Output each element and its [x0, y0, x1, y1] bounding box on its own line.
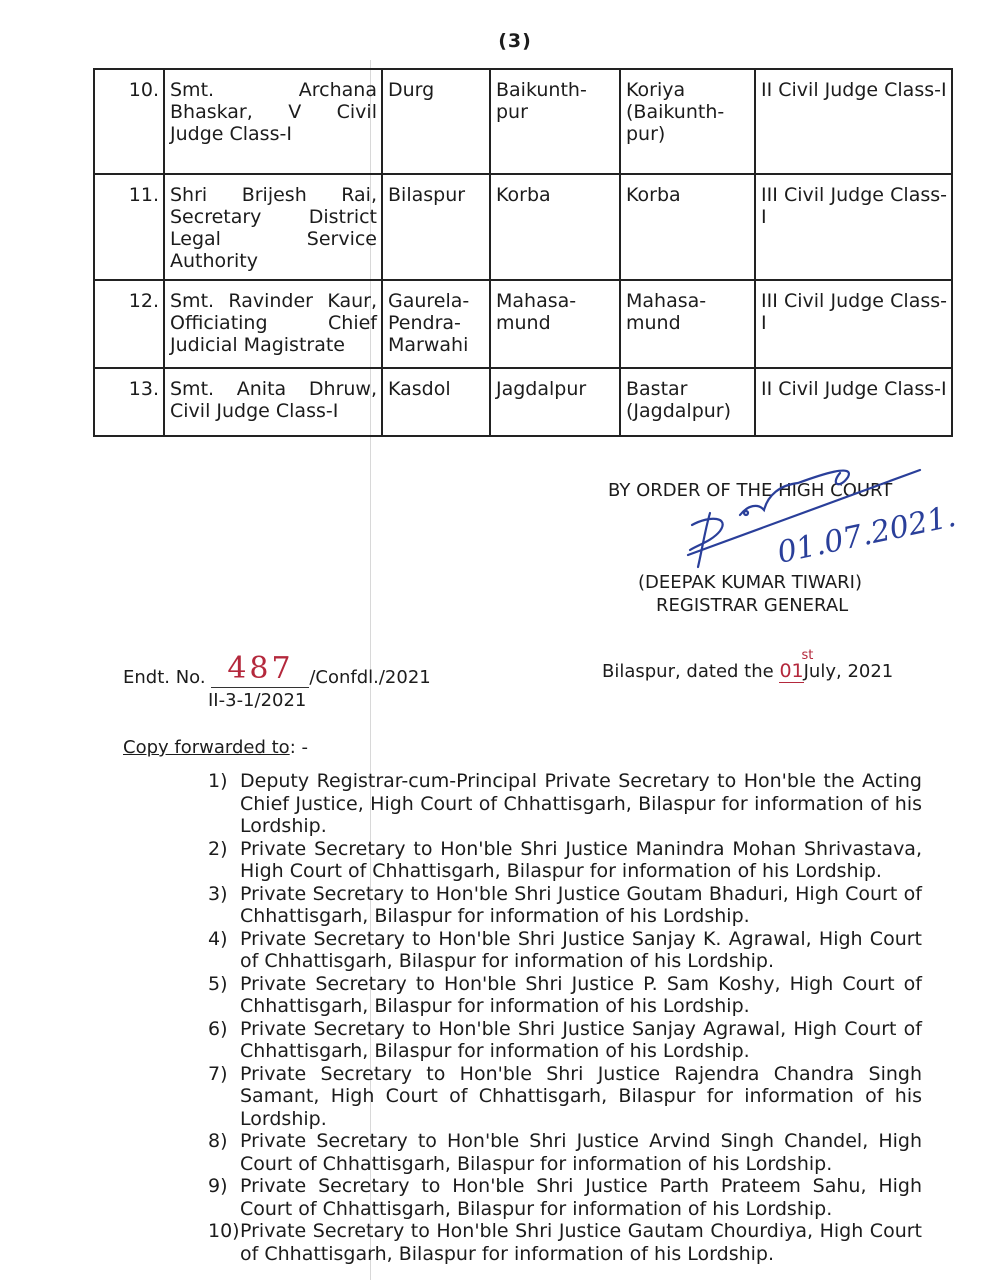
page-number: (3)	[498, 30, 532, 52]
district: Mahasa-mund	[620, 280, 755, 368]
officer-name: Smt. Ravinder Kaur, Officiating Chief Judicial Magistrate	[164, 280, 382, 368]
table-row	[94, 368, 952, 436]
list-item	[208, 928, 922, 973]
list-item	[208, 838, 922, 883]
place-and-date	[602, 648, 894, 683]
post-title: II Civil Judge Class-I	[755, 69, 952, 174]
copy-forwarded-label: Copy forwarded to	[123, 737, 290, 758]
item-number: 4)	[208, 927, 228, 950]
day-suffix: st	[801, 648, 814, 663]
item-number: 10)	[208, 1220, 240, 1242]
district: Koriya (Baikunth-pur)	[620, 69, 755, 174]
endorsement-prefix: Endt. No.	[123, 667, 212, 688]
item-number: 3)	[208, 882, 228, 905]
signature-date: 01.07.2021.	[774, 498, 960, 571]
list-item	[208, 1063, 922, 1131]
posting-table	[93, 68, 953, 437]
item-text: Private Secretary to Hon'ble Shri Justice Arvind Singh Chandel, High Court of Chhattisgarh, Bilaspur for information of his Lordship.	[240, 1130, 922, 1175]
list-item	[208, 973, 922, 1018]
table-row	[94, 280, 952, 368]
recipient-list	[208, 770, 922, 1265]
posted-at: Baikunth-pur	[490, 69, 620, 174]
posted-at: Mahasa-mund	[490, 280, 620, 368]
item-number: 8)	[208, 1130, 228, 1152]
list-item	[208, 1130, 922, 1175]
item-text: Private Secretary to Hon'ble Shri Justice P. Sam Koshy, High Court of Chhattisgarh, Bilaspur for information of his Lordship.	[240, 972, 922, 1017]
list-item	[208, 883, 922, 928]
serial-number: 12.	[94, 280, 164, 368]
posted-at: Korba	[490, 174, 620, 280]
post-title: III Civil Judge Class-I	[755, 174, 952, 280]
list-item	[208, 1175, 922, 1220]
item-text: Private Secretary to Hon'ble Shri Justice Manindra Mohan Shrivastava, High Court of Chhattisgarh, Bilaspur for information of his Lordship.	[240, 837, 922, 882]
serial-number: 11.	[94, 174, 164, 280]
file-number: II-3-1/2021	[208, 690, 307, 711]
registrar-name: (DEEPAK KUMAR TIWARI)	[638, 572, 863, 593]
signature-dot	[744, 511, 748, 515]
item-number: 7)	[208, 1062, 228, 1085]
post-title: II Civil Judge Class-I	[755, 368, 952, 436]
registrar-title: REGISTRAR GENERAL	[656, 595, 849, 616]
district: Korba	[620, 174, 755, 280]
officer-name: Smt. Archana Bhaskar, V Civil Judge Class-I	[164, 69, 382, 174]
by-order-line: BY ORDER OF THE HIGH COURT	[608, 480, 893, 501]
item-number: 1)	[208, 770, 228, 792]
from-place: Gaurela-Pendra-Marwahi	[382, 280, 490, 368]
item-text: Private Secretary to Hon'ble Shri Justice Parth Prateem Sahu, High Court of Chhattisgarh, Bilaspur for information of his Lordship.	[240, 1175, 922, 1220]
item-text: Private Secretary to Hon'ble Shri Justice Goutam Bhaduri, High Court of Chhattisgarh, Bilaspur for information of his Lordship.	[240, 882, 922, 927]
item-text: Private Secretary to Hon'ble Shri Justice Sanjay K. Agrawal, High Court of Chhattisgarh, Bilaspur for information of his Lordship.	[240, 927, 922, 972]
list-item	[208, 770, 922, 838]
copy-forwarded-tail: : -	[289, 737, 308, 758]
registrar-signature	[680, 455, 970, 590]
endorsement-suffix: /Confdl./2021	[309, 667, 431, 688]
place-dated-label: Bilaspur, dated the	[602, 661, 780, 682]
item-text: Private Secretary to Hon'ble Shri Justice Gautam Chourdiya, High Court of Chhattisgarh, Bilaspur for information of his Lordship.	[240, 1220, 922, 1265]
signature-stroke	[740, 471, 849, 515]
serial-number: 10.	[94, 69, 164, 174]
item-text: Private Secretary to Hon'ble Shri Justice Rajendra Chandra Singh Samant, High Court of Chhattisgarh, Bilaspur for information of his Lordship.	[240, 1062, 922, 1130]
list-item	[208, 1018, 922, 1063]
list-item	[208, 1220, 922, 1265]
serial-number: 13.	[94, 368, 164, 436]
table-row	[94, 69, 952, 174]
item-text: Deputy Registrar-cum-Principal Private Secretary to Hon'ble the Acting Chief Justice, High Court of Chhattisgarh, Bilaspur for information of his Lordship.	[240, 770, 922, 837]
from-place: Kasdol	[382, 368, 490, 436]
endorsement-number	[123, 651, 431, 688]
handwritten-number: 487	[227, 651, 294, 686]
from-place: Durg	[382, 69, 490, 174]
officer-name: Shri Brijesh Rai, Secretary District Legal Service Authority	[164, 174, 382, 280]
item-number: 2)	[208, 837, 228, 860]
endorsement-number-field	[211, 651, 309, 688]
month-year: July, 2021	[803, 661, 894, 682]
handwritten-day	[779, 648, 814, 683]
day-value: 01	[779, 660, 804, 682]
item-text: Private Secretary to Hon'ble Shri Justice Sanjay Agrawal, High Court of Chhattisgarh, Bilaspur for information of his Lordship.	[240, 1017, 922, 1062]
officer-name: Smt. Anita Dhruw, Civil Judge Class-I	[164, 368, 382, 436]
posted-at: Jagdalpur	[490, 368, 620, 436]
item-number: 9)	[208, 1175, 228, 1197]
district: Bastar (Jagdalpur)	[620, 368, 755, 436]
post-title: III Civil Judge Class-I	[755, 280, 952, 368]
item-number: 6)	[208, 1017, 228, 1040]
item-number: 5)	[208, 972, 228, 995]
from-place: Bilaspur	[382, 174, 490, 280]
table-row	[94, 174, 952, 280]
copy-forwarded-heading	[123, 737, 308, 758]
